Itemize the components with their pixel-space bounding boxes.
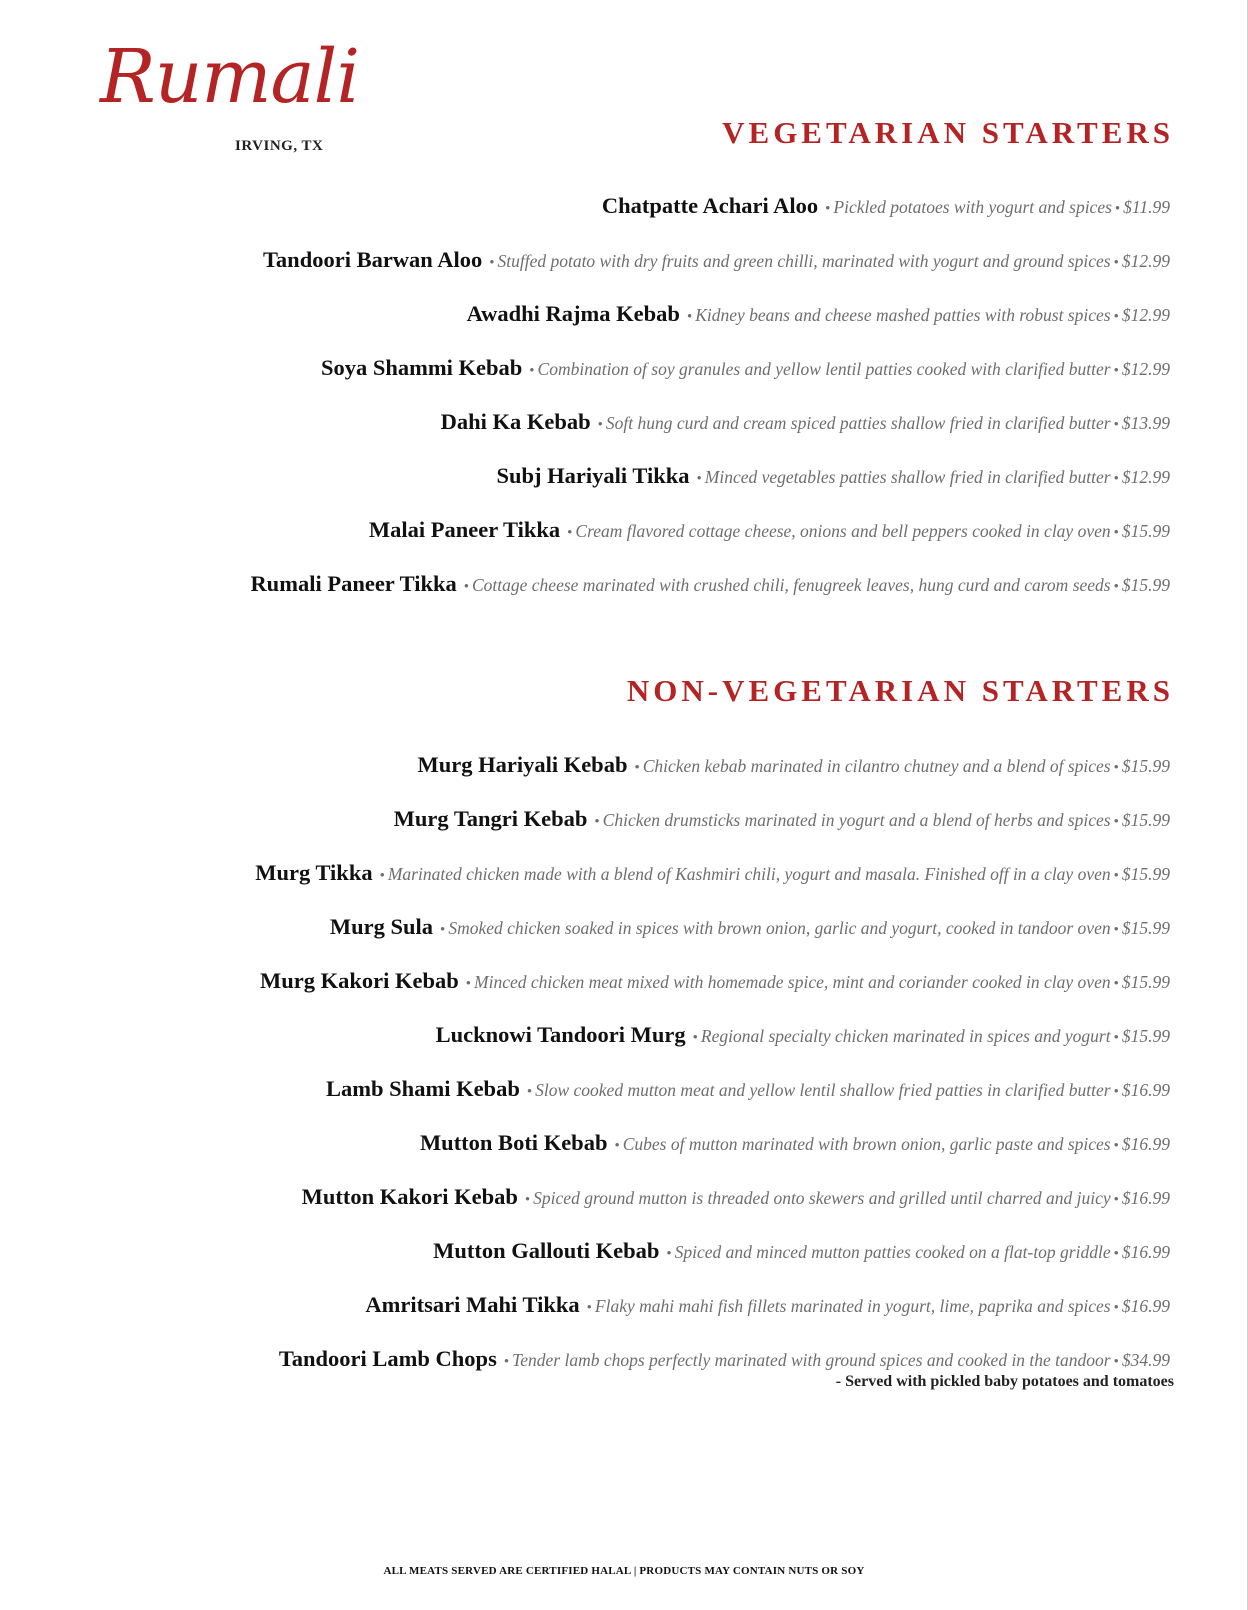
bullet-separator: • <box>524 1192 531 1208</box>
menu-item <box>250 573 1170 596</box>
menu-item-price: $12.99 <box>1121 359 1170 379</box>
menu-item <box>365 1294 1170 1317</box>
menu-item-name: Dahi Ka Kebab <box>440 409 591 434</box>
menu-item-price: $16.99 <box>1121 1242 1170 1262</box>
bullet-separator: • <box>1113 471 1119 487</box>
menu-item <box>467 303 1170 326</box>
menu-item-price: $16.99 <box>1121 1188 1170 1208</box>
menu-item-price: $12.99 <box>1121 251 1170 271</box>
menu-item-description: Flaky mahi mahi fish fillets marinated in yogurt, lime, paprika and spices <box>594 1296 1111 1316</box>
menu-item-price: $15.99 <box>1121 756 1170 776</box>
menu-item-description: Kidney beans and cheese mashed patties with robust spices <box>695 305 1111 325</box>
bullet-separator: • <box>529 363 535 379</box>
bullet-separator: • <box>1113 309 1119 325</box>
menu-item-price: $16.99 <box>1121 1134 1170 1154</box>
menu-item-price: $34.99 <box>1121 1350 1170 1370</box>
bullet-separator: • <box>1113 1030 1119 1046</box>
menu-item-name: Mutton Kakori Kebab <box>301 1184 518 1209</box>
bullet-separator: • <box>634 760 640 776</box>
menu-item-name: Chatpatte Achari Aloo <box>601 193 819 218</box>
menu-item-price: $15.99 <box>1121 1026 1170 1046</box>
section-title-vegetarian: VEGETARIAN STARTERS <box>722 115 1174 150</box>
menu-item-description: Regional specialty chicken marinated in spices and yogurt <box>700 1026 1111 1046</box>
bullet-separator: • <box>586 1300 592 1316</box>
menu-item <box>255 862 1170 885</box>
menu-item-description: Smoked chicken soaked in spices with brown onion, garlic and yogurt, cooked in tandoor oven <box>448 918 1111 938</box>
bullet-separator: • <box>1113 760 1119 776</box>
menu-item-price: $12.99 <box>1121 467 1170 487</box>
bullet-separator: • <box>1113 525 1119 541</box>
bullet-separator: • <box>1113 814 1119 830</box>
menu-item-name: Mutton Boti Kebab <box>419 1130 608 1155</box>
menu-item-price: $15.99 <box>1121 575 1170 595</box>
menu-item-price: $16.99 <box>1121 1080 1170 1100</box>
menu-item-description: Combination of soy granules and yellow lentil patties cooked with clarified butter <box>537 359 1111 379</box>
lamb-chops-note: - Served with pickled baby potatoes and tomatoes <box>835 1373 1174 1390</box>
bullet-separator: • <box>1113 1192 1119 1208</box>
menu-item-name: Awadhi Rajma Kebab <box>466 301 680 326</box>
menu-item <box>326 1078 1170 1101</box>
menu-item-price: $15.99 <box>1121 810 1170 830</box>
menu-item <box>321 357 1170 380</box>
menu-item <box>436 1024 1170 1047</box>
menu-item-description: Stuffed potato with dry fruits and green chilli, marinated with yogurt and ground spices <box>497 251 1111 271</box>
bullet-separator: • <box>463 579 469 595</box>
menu-item-price: $13.99 <box>1121 413 1170 433</box>
menu-item-price: $16.99 <box>1121 1296 1170 1316</box>
bullet-separator: • <box>489 255 495 271</box>
menu-item <box>602 195 1170 218</box>
menu-item-name: Malai Paneer Tikka <box>368 517 561 542</box>
rumali-logo <box>100 34 359 160</box>
menu-item-description: Cottage cheese marinated with crushed chili, fenugreek leaves, hung curd and carom seeds <box>472 575 1111 595</box>
menu-item <box>369 519 1170 542</box>
menu-item-description: Cubes of mutton marinated with brown onion, garlic paste and spices <box>622 1134 1111 1154</box>
bullet-separator: • <box>1113 363 1119 379</box>
bullet-separator: • <box>1113 255 1119 271</box>
footer-disclaimer: ALL MEATS SERVED ARE CERTIFIED HALAL | PRODUCTS MAY CONTAIN NUTS OR SOY <box>383 1565 865 1577</box>
menu-item-name: Tandoori Lamb Chops <box>278 1346 497 1371</box>
menu-item-price: $12.99 <box>1121 305 1170 325</box>
logo-location: IRVING, TX <box>235 138 324 154</box>
menu-item-name: Murg Hariyali Kebab <box>417 752 628 777</box>
logo-script: Rumali <box>100 34 359 120</box>
bullet-separator: • <box>1113 1354 1119 1370</box>
menu-item-description: Slow cooked mutton meat and yellow lentil shallow fried patties in clarified butter <box>535 1080 1111 1100</box>
menu-item-price: $15.99 <box>1121 972 1170 992</box>
menu-item-description: Tender lamb chops perfectly marinated with ground spices and cooked in the tandoor <box>512 1350 1111 1370</box>
menu-item-description: Chicken kebab marinated in cilantro chutney and a blend of spices <box>642 756 1111 776</box>
menu-item <box>497 465 1171 488</box>
menu-item-name: Amritsari Mahi Tikka <box>365 1292 580 1317</box>
bullet-separator: • <box>1113 1246 1119 1262</box>
bullet-separator: • <box>666 1246 672 1262</box>
menu-item <box>330 916 1170 939</box>
bullet-separator: • <box>1114 201 1121 217</box>
menu-item-description: Spiced and minced mutton patties cooked on a flat-top griddle <box>674 1242 1111 1262</box>
bullet-separator: • <box>1113 1300 1119 1316</box>
menu-item <box>441 411 1170 434</box>
menu-item <box>420 1132 1170 1155</box>
menu-item-name: Tandoori Barwan Aloo <box>262 247 483 272</box>
menu-item-description: Minced chicken meat mixed with homemade spice, mint and coriander cooked in clay oven <box>474 972 1111 992</box>
menu-item-name: Subj Hariyali Tikka <box>496 463 690 488</box>
bullet-separator: • <box>1113 868 1119 884</box>
menu-item <box>260 970 1170 993</box>
bullet-separator: • <box>614 1138 620 1154</box>
menu-item-price: $11.99 <box>1123 197 1170 217</box>
bullet-separator: • <box>594 814 600 830</box>
menu-item-price: $15.99 <box>1121 864 1170 884</box>
menu-item <box>417 754 1170 777</box>
menu-item-name: Murg Tikka <box>255 860 373 885</box>
bullet-separator: • <box>1113 1138 1119 1154</box>
menu-item <box>302 1186 1170 1209</box>
bullet-separator: • <box>696 471 702 487</box>
menu-item <box>279 1348 1170 1371</box>
menu-item-name: Murg Sula <box>329 914 434 939</box>
menu-item-description: Spiced ground mutton is threaded onto skewers and grilled until charred and juicy <box>533 1188 1111 1208</box>
menu-item-price: $15.99 <box>1121 521 1170 541</box>
menu-item-name: Lamb Shami Kebab <box>326 1076 520 1101</box>
menu-item-description: Minced vegetables patties shallow fried in clarified butter <box>704 467 1111 487</box>
bullet-separator: • <box>379 868 385 884</box>
menu-item-name: Murg Kakori Kebab <box>259 968 459 993</box>
menu-item-description: Pickled potatoes with yogurt and spices <box>833 197 1112 217</box>
bullet-separator: • <box>526 1084 533 1100</box>
bullet-separator: • <box>440 922 446 938</box>
bullet-separator: • <box>1113 417 1119 433</box>
menu-item-name: Rumali Paneer Tikka <box>250 571 457 596</box>
menu-item <box>263 249 1170 272</box>
menu-item <box>433 1240 1170 1263</box>
bullet-separator: • <box>1113 1084 1119 1100</box>
menu-item-description: Chicken drumsticks marinated in yogurt and a blend of herbs and spices <box>602 810 1111 830</box>
menu-item-price: $15.99 <box>1121 918 1170 938</box>
bullet-separator: • <box>686 309 693 325</box>
bullet-separator: • <box>597 417 603 433</box>
menu-item-name: Lucknowi Tandoori Murg <box>435 1022 686 1047</box>
bullet-separator: • <box>1113 976 1119 992</box>
bullet-separator: • <box>1113 579 1119 595</box>
bullet-separator: • <box>825 201 831 217</box>
bullet-separator: • <box>503 1354 510 1370</box>
bullet-separator: • <box>1113 922 1119 938</box>
menu-item-name: Soya Shammi Kebab <box>320 355 523 380</box>
bullet-separator: • <box>692 1030 698 1046</box>
menu-item-name: Murg Tangri Kebab <box>393 806 588 831</box>
menu-item-description: Soft hung curd and cream spiced patties shallow fried in clarified butter <box>605 413 1111 433</box>
menu-item-description: Marinated chicken made with a blend of Kashmiri chili, yogurt and masala. Finished off in a clay oven <box>387 864 1111 884</box>
menu-item-description: Cream flavored cottage cheese, onions and bell peppers cooked in clay oven <box>575 521 1111 541</box>
menu-item-name: Mutton Gallouti Kebab <box>433 1238 660 1263</box>
bullet-separator: • <box>465 976 471 992</box>
section-title-non-vegetarian: NON-VEGETARIAN STARTERS <box>626 673 1174 708</box>
bullet-separator: • <box>567 525 573 541</box>
menu-item <box>394 808 1170 831</box>
